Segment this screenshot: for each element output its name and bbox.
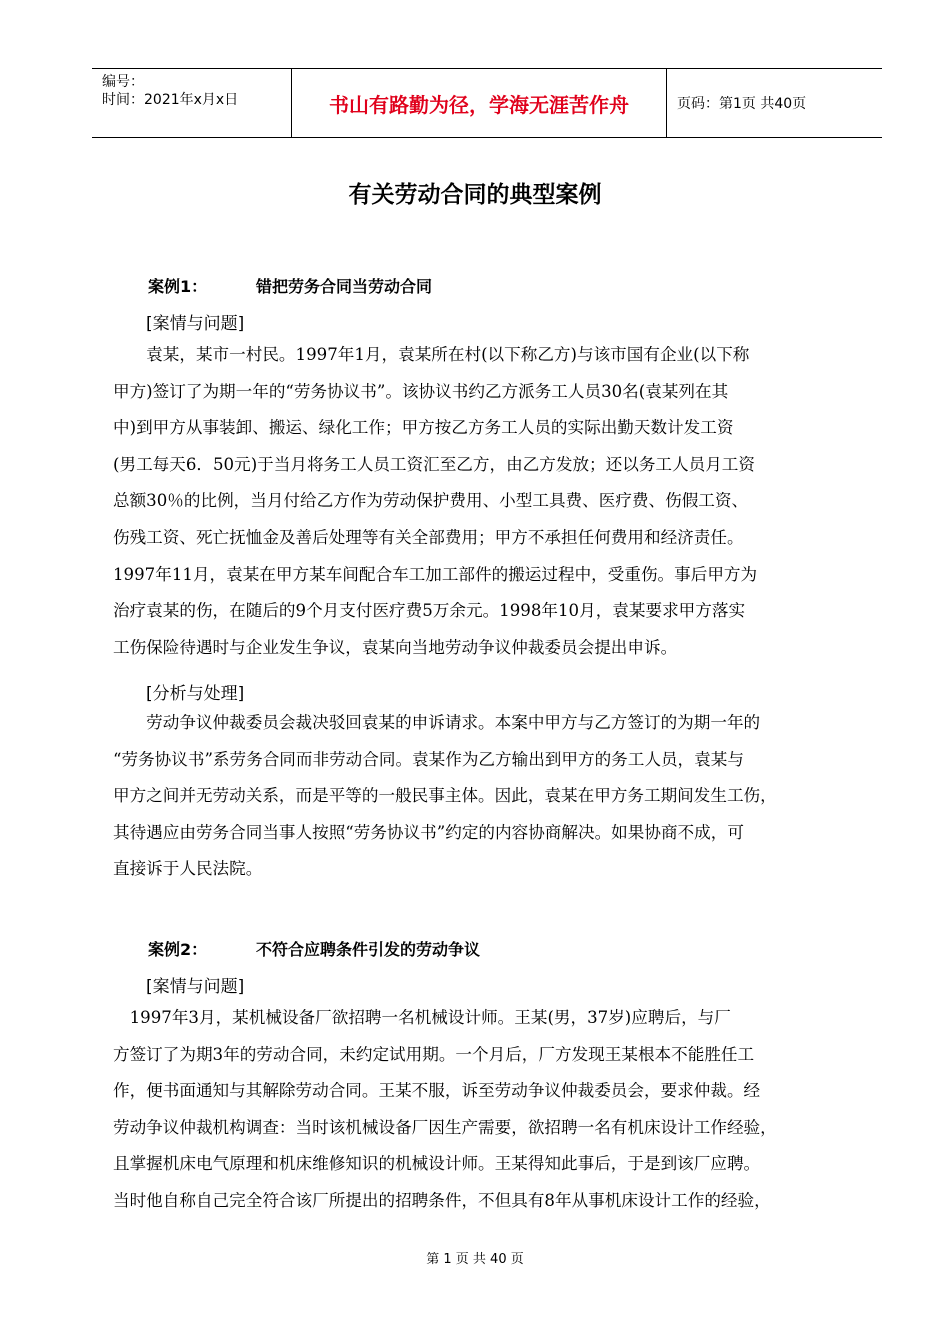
document-title: 有关劳动合同的典型案例	[348, 182, 602, 208]
case1-analysis	[113, 705, 858, 888]
paragraph-line: 总额30％的比例，当月付给乙方作为劳动保护费用、小型工具费、医疗费、伤假工资、	[113, 491, 749, 511]
paragraph-line: 其待遇应由劳务合同当事人按照“劳务协议书”约定的内容协商解决。如果协商不成，可	[113, 822, 744, 842]
case1-analysis-heading: [分析与处理]	[146, 684, 245, 704]
paragraph-line: 劳动争议仲裁委员会裁决驳回袁某的申诉请求。本案中甲方与乙方签订的为期一年的	[113, 713, 761, 732]
paragraph-line: 伤残工资、死亡抚恤金及善后处理等有关全部费用；甲方不承担任何费用和经济责任。	[113, 527, 744, 547]
paragraph-line: “劳务协议书”系劳务合同而非劳动合同。袁某作为乙方输出到甲方的务工人员，袁某与	[113, 749, 744, 769]
case1-title: 错把劳务合同当劳动合同	[256, 277, 433, 296]
case2-title: 不符合应聘条件引发的劳动争议	[256, 940, 481, 959]
page-footer: 第 1 页 共 40 页	[426, 1252, 524, 1267]
case1-heading	[148, 274, 432, 297]
case2-facts	[113, 1000, 858, 1220]
case2-facts-heading: [案情与问题]	[146, 977, 245, 997]
paragraph-line: 治疗袁某的伤，在随后的9个月支付医疗费5万余元。1998年10月，袁某要求甲方落实	[113, 601, 746, 621]
page-info: 页码：第1页 共40页	[677, 96, 807, 112]
paragraph-line: 袁某，某市一村民。1997年1月，袁某所在村(以下称乙方)与该市国有企业(以下称	[113, 345, 750, 364]
paragraph-line: (男工每天6．50元)于当月将务工人员工资汇至乙方，由乙方发放；还以务工人员月工资	[113, 454, 755, 474]
paragraph-line: 方签订了为期3年的劳动合同，未约定试用期。一个月后，厂方发现王某根本不能胜任工	[113, 1044, 755, 1064]
paragraph-line: 作，便书面通知与其解除劳动合同。王某不服，诉至劳动争议仲裁委员会，要求仲裁。经	[113, 1081, 761, 1101]
paragraph-line: 中)到甲方从事装卸、搬运、绿化工作；甲方按乙方务工人员的实际出勤天数计发工资	[113, 418, 734, 438]
paragraph-line: 甲方之间并无劳动关系，而是平等的一般民事主体。因此，袁某在甲方务工期间发生工伤，	[113, 786, 777, 806]
paragraph-line: 直接诉于人民法院。	[113, 859, 263, 879]
paragraph-line: 甲方)签订了为期一年的“劳务协议书”。该协议书约乙方派务工人员30名(袁某列在其	[113, 381, 729, 401]
header-meta	[92, 69, 292, 137]
case1-number: 案例1：	[148, 277, 208, 296]
paragraph-line: 且掌握机床电气原理和机床维修知识的机械设计师。王某得知此事后，于是到该厂应聘。	[113, 1154, 761, 1174]
motto: 书山有路勤为径，学海无涯苦作舟	[292, 69, 667, 137]
header-table	[92, 68, 882, 138]
case2-number: 案例2：	[148, 940, 208, 959]
paragraph-line: 1997年3月，某机械设备厂欲招聘一名机械设计师。王某(男，37岁)应聘后，与厂	[113, 1008, 731, 1027]
paragraph-line: 1997年11月，袁某在甲方某车间配合车工加工部件的搬运过程中，受重伤。事后甲方为	[113, 564, 758, 584]
paragraph-line: 劳动争议仲裁机构调查：当时该机械设备厂因生产需要，欲招聘一名有机床设计工作经验，	[113, 1117, 777, 1137]
case1-facts-heading: [案情与问题]	[146, 314, 245, 334]
number-label: 编号：	[102, 74, 144, 90]
case2-heading	[148, 937, 480, 960]
paragraph-line: 工伤保险待遇时与企业发生争议，袁某向当地劳动争议仲裁委员会提出申诉。	[113, 637, 678, 657]
time-label: 时间：2021年x月x日	[102, 92, 239, 108]
case1-facts	[113, 337, 858, 666]
paragraph-line: 当时他自称自己完全符合该厂所提出的招聘条件，不但具有8年从事机床设计工作的经验，	[113, 1190, 771, 1210]
